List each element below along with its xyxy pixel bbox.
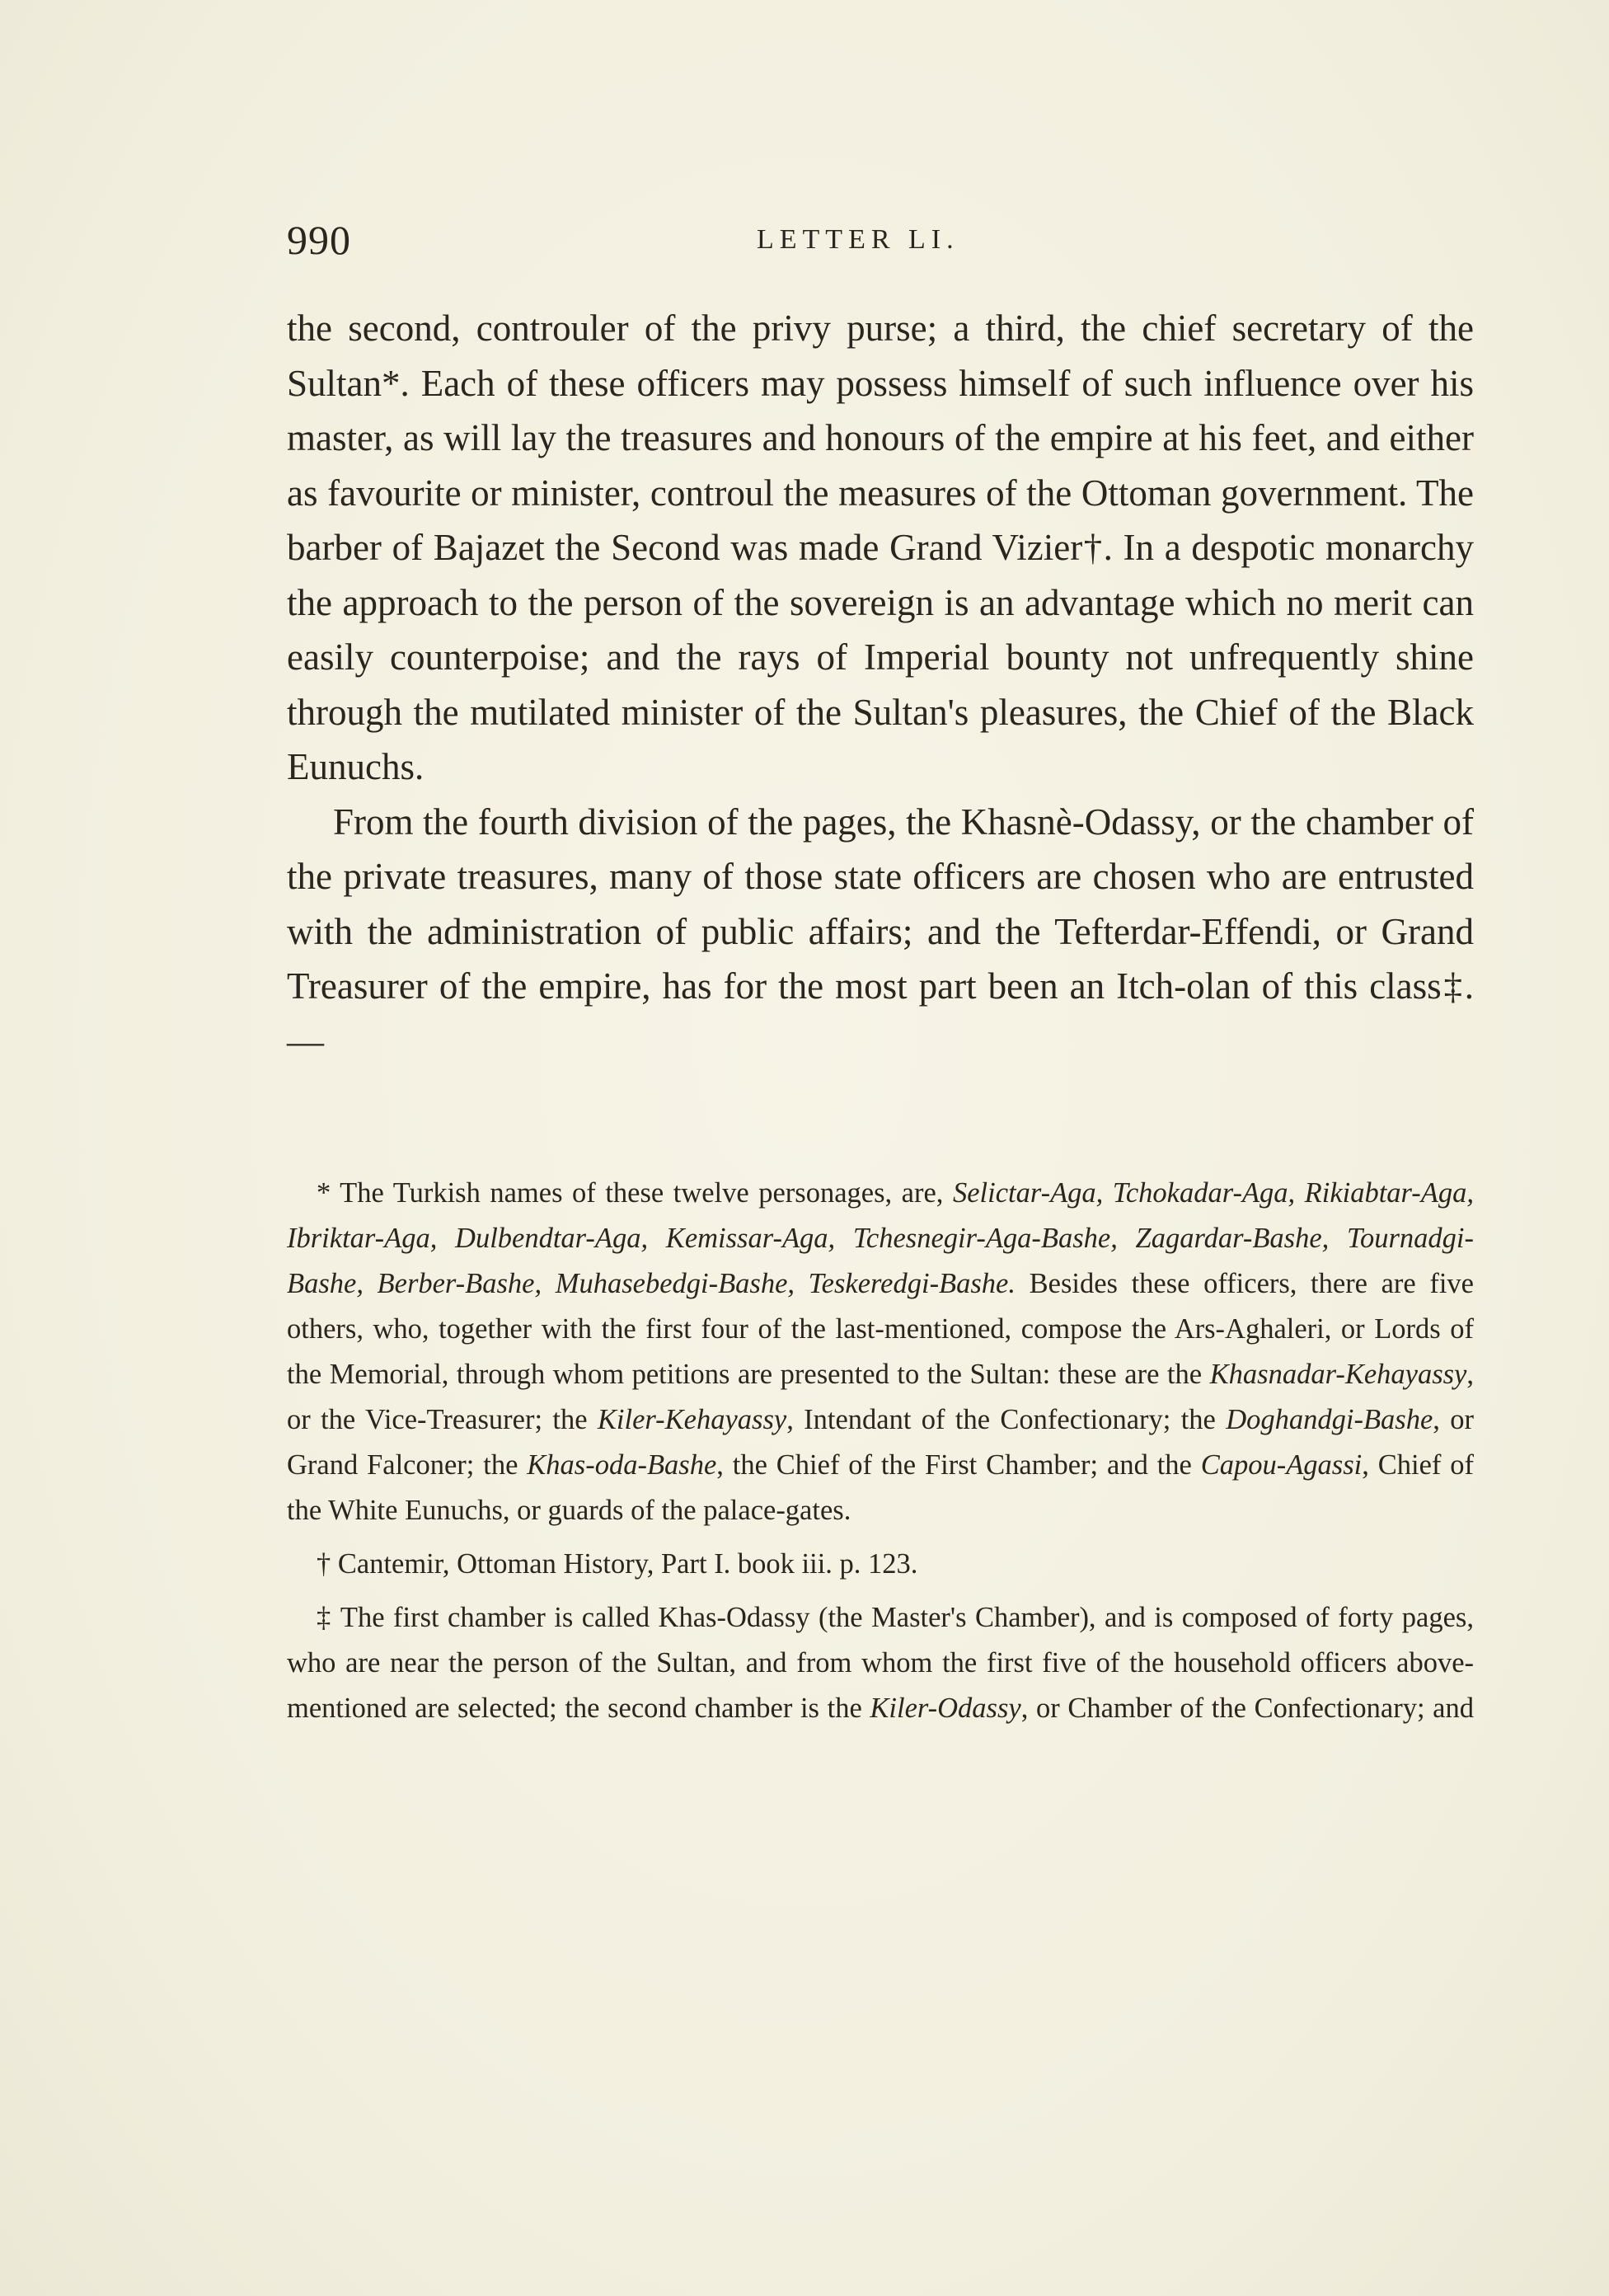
footnote-asterisk: * The Turkish names of these twelve personages, are, Selictar-Aga, Tchokadar-Aga, Rikiabtar-Aga, Ibriktar-Aga, Dulbendtar-Aga, Kemissar-Aga, Tchesnegir-Aga-Bashe, Zagardar-Bashe, Tournadgi-Bashe, Berber-Bashe, Muhasebedgi-Bashe, Teskeredgi-Bashe. Besides these officers, there are five others, who, together with the first four of the last-mentioned, compose the Ars-Aghaleri, or Lords of the Memorial, through whom petitions are presented to the Sultan: these are the Khasnadar-Kehayassy, or the Vice-Treasurer; the Kiler-Kehayassy, Intendant of the Confectionary; the Doghandgi-Bashe, or Grand Falconer; the Khas-oda-Bashe, the Chief of the First Chamber; and the Capou-Agassi, Chief of the White Eunuchs, or guards of the palace-gates. <box>287 1177 1474 1526</box>
officer-names: Selictar-Aga, Tchokadar-Aga, Rikiabtar-Aga, Ibriktar-Aga, Dulbendtar-Aga, Kemissar-Aga, Tchesnegir-Aga-Bashe, Zagardar-Bashe, Tournadgi-Bashe, Berber-Bashe, Muhasebedgi-Bashe, Teskeredgi-Bashe. <box>287 1177 1474 1299</box>
running-head <box>287 216 1474 274</box>
footnote-double-dagger: ‡ The first chamber is called Khas-Odassy (the Master's Chamber), and is composed of forty pages, who are near the person of the Sultan, and from whom the first five of the household officers above-mentioned are selected; the second chamber is the Kiler-Odassy, or Chamber of the Confectionary; and <box>287 1602 1474 1724</box>
footnotes <box>287 1171 1474 1731</box>
footnote-dagger: † Cantemir, Ottoman History, Part I. book iii. p. 123. <box>317 1548 918 1580</box>
paragraph-2: From the fourth division of the pages, the Khasnè-Odassy, or the chamber of the private treasures, many of those state officers are chosen who are entrusted with the administration of public affairs; and the Tefterdar-Effendi, or Grand Treasurer of the empire, has for the most part been an Itch-olan of this class‡.— <box>287 801 1474 1062</box>
paragraph-1: the second, controuler of the privy purse; a third, the chief secretary of the Sultan*. Each of these officers may possess himself of such influence over his master, as will lay the treasures and honours of the empire at his feet, and either as favourite or minister, controul the measures of the Ottoman government. The barber of Bajazet the Second was made Grand Vizier†. In a despotic monarchy the approach to the person of the sovereign is an advantage which no merit can easily counterpoise; and the rays of Imperial bounty not unfrequently shine through the mutilated minister of the Sultan's pleasures, the Chief of the Black Eunuchs. <box>287 308 1474 787</box>
page-number: 990 <box>287 217 351 263</box>
running-title: LETTER LI. <box>757 224 959 255</box>
main-text <box>287 301 1474 1068</box>
